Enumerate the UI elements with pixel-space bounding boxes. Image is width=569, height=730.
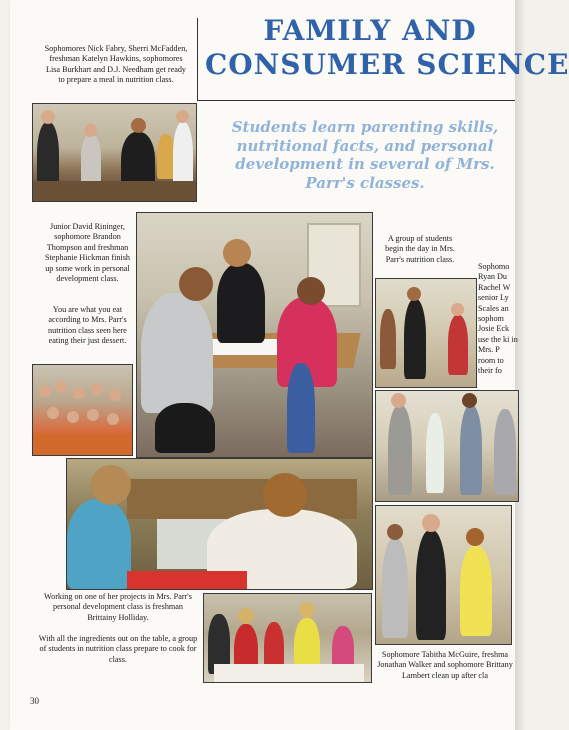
caption-all-ingredients: With all the ingredients out on the table, a group of students in nutrition class prepare to cook for class. <box>38 634 198 664</box>
page-subtitle: Students learn parenting skills, nutritional facts, and personal development in several of Mrs. Parr's classes. <box>231 118 499 192</box>
caption-what-you-eat: You are what you eat according to Mrs. Parr's nutrition class seen here eating their just dessert. <box>48 305 127 346</box>
title-divider-horizontal <box>197 100 515 101</box>
photo-kitchen-pair <box>375 278 477 388</box>
photo-ingredients-table <box>203 593 372 683</box>
title-divider-vertical <box>197 18 198 100</box>
title-line-2: CONSUMER SCIENCE <box>205 48 569 81</box>
page-title <box>205 14 569 82</box>
caption-junior-david: Junior David Rininger, sophomore Brandon Thompson and freshman Stephanie Hickman finish up some work in personal development class. <box>44 222 131 284</box>
caption-top-left: Sophomores Nick Fabry, Sherri McFadden, freshman Katelyn Hawkins, sophomores Lisa Burkhart and D.J. Needham get ready to prepare a meal in nutrition class. <box>44 44 188 85</box>
caption-right-cut: Sophomo Ryan Du Rachel W senior Ly Scales an sophom Josie Eck use the ki in Mrs. P room to their fo <box>478 262 518 376</box>
photo-kitchen-group <box>32 103 197 202</box>
photo-dessert-group <box>32 364 133 456</box>
photo-kitchen-dishes <box>375 390 519 502</box>
photo-cleanup <box>375 505 512 645</box>
caption-group-begin: A group of students begin the day in Mrs. Parr's nutrition class. <box>385 234 455 264</box>
photo-classroom-work <box>136 212 373 458</box>
photo-brittainy-working <box>66 458 373 590</box>
caption-working-on: Working on one of her projects in Mrs. Parr's personal development class is freshman Brittainy Holliday. <box>44 592 192 622</box>
caption-tabitha: Sophomore Tabitha McGuire, freshma Jonathan Walker and sophomore Brittany Lambert clean up after cla <box>377 650 513 680</box>
title-line-1: FAMILY AND <box>263 14 477 47</box>
page-number: 30 <box>30 696 39 706</box>
